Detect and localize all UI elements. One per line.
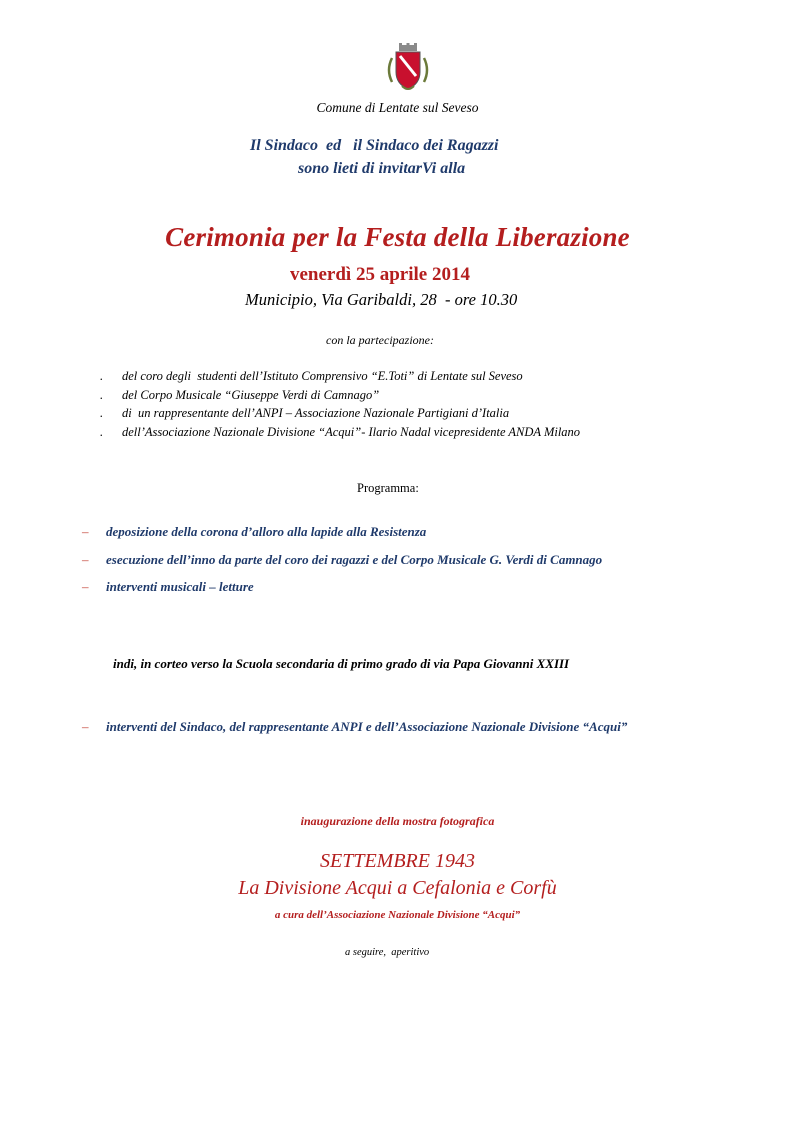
list-item — [82, 524, 426, 540]
exhibition-inauguration: inaugurazione della mostra fotografica — [300, 814, 495, 828]
bullet-dot: . — [100, 424, 104, 439]
bullet-dot: . — [100, 369, 104, 383]
list-item — [82, 579, 254, 595]
list-item — [100, 406, 580, 425]
program-item: esecuzione dell’inno da parte del coro dei ragazzi e del Corpo Musicale G. Verdi di Camnago — [106, 552, 603, 567]
dash-bullet: – — [82, 524, 89, 539]
municipal-crest-icon — [382, 42, 434, 94]
list-item — [100, 425, 580, 444]
program-list — [82, 552, 602, 568]
list-item — [82, 717, 722, 736]
participation-item: di un rappresentante dell’ANPI – Associazione Nazionale Partigiani d’Italia — [122, 406, 510, 420]
participation-intro: con la partecipazione: — [326, 333, 434, 347]
dash-bullet: – — [82, 552, 89, 567]
invite-line-2: sono lieti di invitarVi alla — [298, 160, 466, 177]
list-item — [100, 388, 580, 407]
participation-list — [100, 369, 580, 443]
program-item: deposizione della corona d’alloro alla lapide alla Resistenza — [106, 524, 427, 539]
participation-item: dell’Associazione Nazionale Divisione “Acqui”- Ilario Nadal vicepresidente ANDA Milano — [122, 424, 581, 439]
comune-name: Comune di Lentate sul Seveso — [316, 100, 479, 115]
list-item — [100, 369, 580, 388]
program-list — [82, 524, 426, 540]
exhibition-title-line-1: SETTEMBRE 1943 — [320, 850, 475, 872]
program-list — [82, 717, 722, 736]
bullet-dot: . — [100, 406, 104, 420]
event-date: venerdì 25 aprile 2014 — [290, 264, 470, 285]
dash-bullet: – — [82, 719, 89, 734]
program-item: interventi musicali – letture — [106, 579, 254, 594]
exhibition-curator: a cura dell’Associazione Nazionale Divisione “Acqui” — [274, 909, 521, 921]
program-list — [82, 579, 254, 595]
dash-bullet: – — [82, 579, 89, 594]
bullet-dot: . — [100, 387, 104, 402]
event-title: Cerimonia per la Festa della Liberazione — [165, 222, 630, 252]
invite-line-1: Il Sindaco ed il Sindaco dei Ragazzi — [250, 137, 499, 154]
program-item: interventi del Sindaco, del rappresentante ANPI e dell’Associazione Nazionale Divisione “Acqui” — [106, 719, 628, 734]
participation-item: del Corpo Musicale “Giuseppe Verdi di Camnago” — [122, 387, 380, 402]
participation-item: del coro degli studenti dell’Istituto Comprensivo “E.Toti” di Lentate sul Seveso — [122, 369, 523, 383]
exhibition-title-line-2: La Divisione Acqui a Cefalonia e Corfù — [238, 877, 557, 899]
aperitivo-note: a seguire, aperitivo — [345, 947, 430, 958]
list-item — [82, 552, 602, 568]
procession-note: indi, in corteo verso la Scuola secondaria di primo grado di via Papa Giovanni XXIII — [113, 656, 570, 671]
event-place: Municipio, Via Garibaldi, 28 - ore 10.30 — [245, 290, 518, 309]
program-heading: Programma: — [357, 481, 419, 495]
